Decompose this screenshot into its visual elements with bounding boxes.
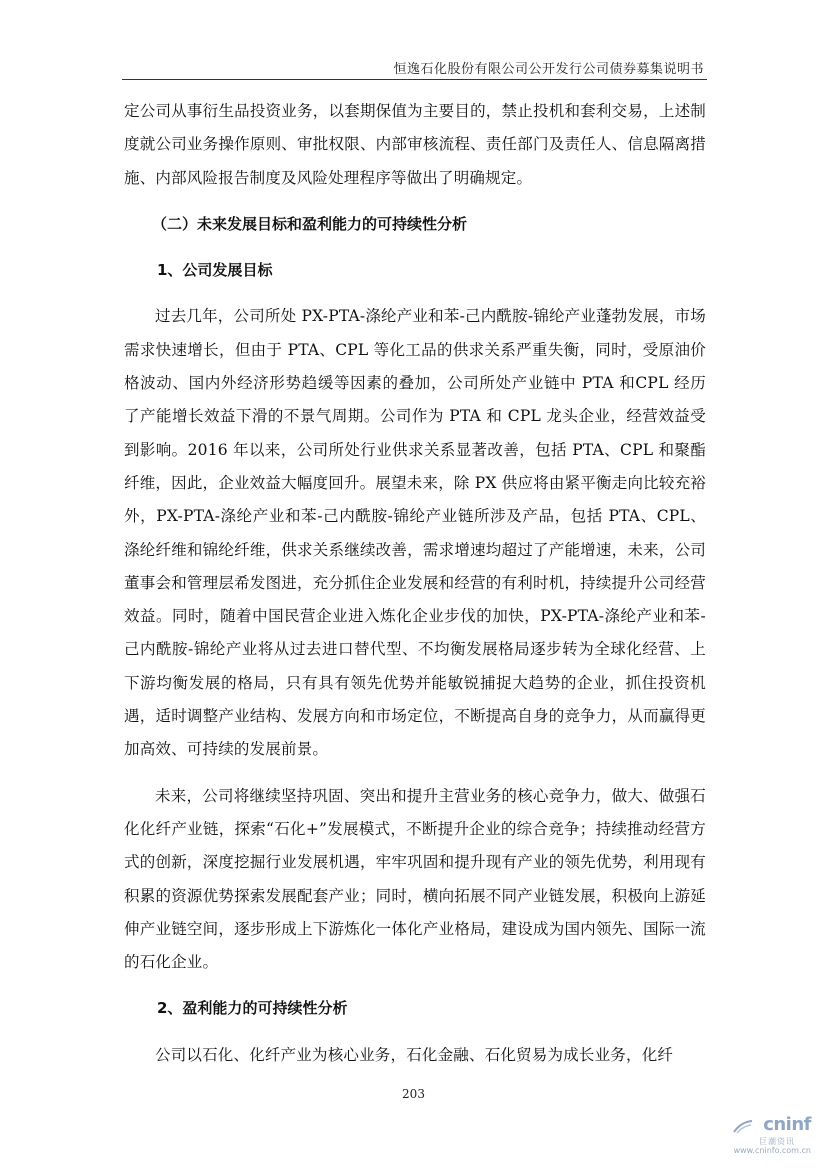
header-divider xyxy=(122,79,707,80)
paragraph-spacer xyxy=(124,767,706,780)
cninfo-watermark-logo xyxy=(733,1112,813,1158)
watermark-brand: cninf xyxy=(763,1114,811,1135)
page-number: 203 xyxy=(402,1087,425,1101)
paragraph-spacer xyxy=(124,979,706,992)
watermark-brand-cn: 巨潮资讯 xyxy=(759,1137,795,1146)
paragraph-goal-2: 未来，公司将继续坚持巩固、突出和提升主营业务的核心竞争力，做大、做强石化化纤产业链，探索“石化+”发展模式，不断提升企业的综合竞争；持续推动经营方式的创新，深度挖掘行业发展机遇，牢牢巩固和提升现有产业的领先优势，利用现有积累的资源优势探索发展配套产业；同时，横向拓展不同产业链发展，积极向上游延伸产业链空间，逐步形成上下游炼化一体化产业格局，建设成为国内领先、国际一流的石化企业。 xyxy=(124,786,706,972)
document-header-title: 恒逸石化股份有限公司公开发行公司债券募集说明书 xyxy=(393,62,704,77)
page-body xyxy=(124,95,706,1072)
subsection-heading-goal: 1、公司发展目标 xyxy=(157,261,273,280)
paragraph-continued: 定公司从事衍生品投资业务，以套期保值为主要目的，禁止投机和套利交易，上述制度就公司业务操作原则、审批权限、内部审核流程、责任部门及责任人、信息隔离措施、内部风险报告制度及风险处理程序等做出了明确规定。 xyxy=(124,102,706,187)
paragraph-goal-1: 过去几年，公司所处 PX-PTA-涤纶产业和苯-己内酰胺-锦纶产业蓬勃发展，市场需求快速增长，但由于 PTA、CPL 等化工品的供求关系严重失衡，同时，受原油价格波动、国内外经济形势趋缓等因素的叠加，公司所处产业链中 PTA 和CPL 经历了产能增长效益下滑的不景气周期。公司作为 PTA 和 CPL 龙头企业，经营效益受到影响。2016 年以来，公司所处行业供求关系显著改善，包括 PTA、CPL 和聚酯纤维，因此，企业效益大幅度回升。展望未来，除 PX 供应将由紧平衡走向比较充裕外，PX-PTA-涤纶产业和苯-己内酰胺-锦纶产业链所涉及产品，包括 PTA、CPL、涤纶纤维和锦纶纤维，供求关系继续改善，需求增速均超过了产能增速，未来，公司董事会和管理层希发图进，充分抓住企业发展和经营的有利时机，持续提升公司经营效益。同时，随着中国民营企业进入炼化企业步伐的加快，PX-PTA-涤纶产业和苯-己内酰胺-锦纶产业将从过去进口替代型、不均衡发展格局逐步转为全球化经营、上下游均衡发展的格局，只有具有领先优势并能敏锐捕捉大趋势的企业，抓住投资机遇，适时调整产业结构、发展方向和市场定位，不断提高自身的竞争力，从而赢得更加高效、可持续的发展前景。 xyxy=(124,307,706,759)
subsection-heading-profit: 2、盈利能力的可持续性分析 xyxy=(157,999,348,1018)
watermark-url: www.cninfo.com.cn xyxy=(733,1146,811,1155)
swoosh-icon xyxy=(733,1120,753,1134)
paragraph-profit-1: 公司以石化、化纤产业为核心业务，石化金融、石化贸易为成长业务，化纤 xyxy=(155,1045,674,1064)
section-heading: （二）未来发展目标和盈利能力的可持续性分析 xyxy=(152,214,468,233)
